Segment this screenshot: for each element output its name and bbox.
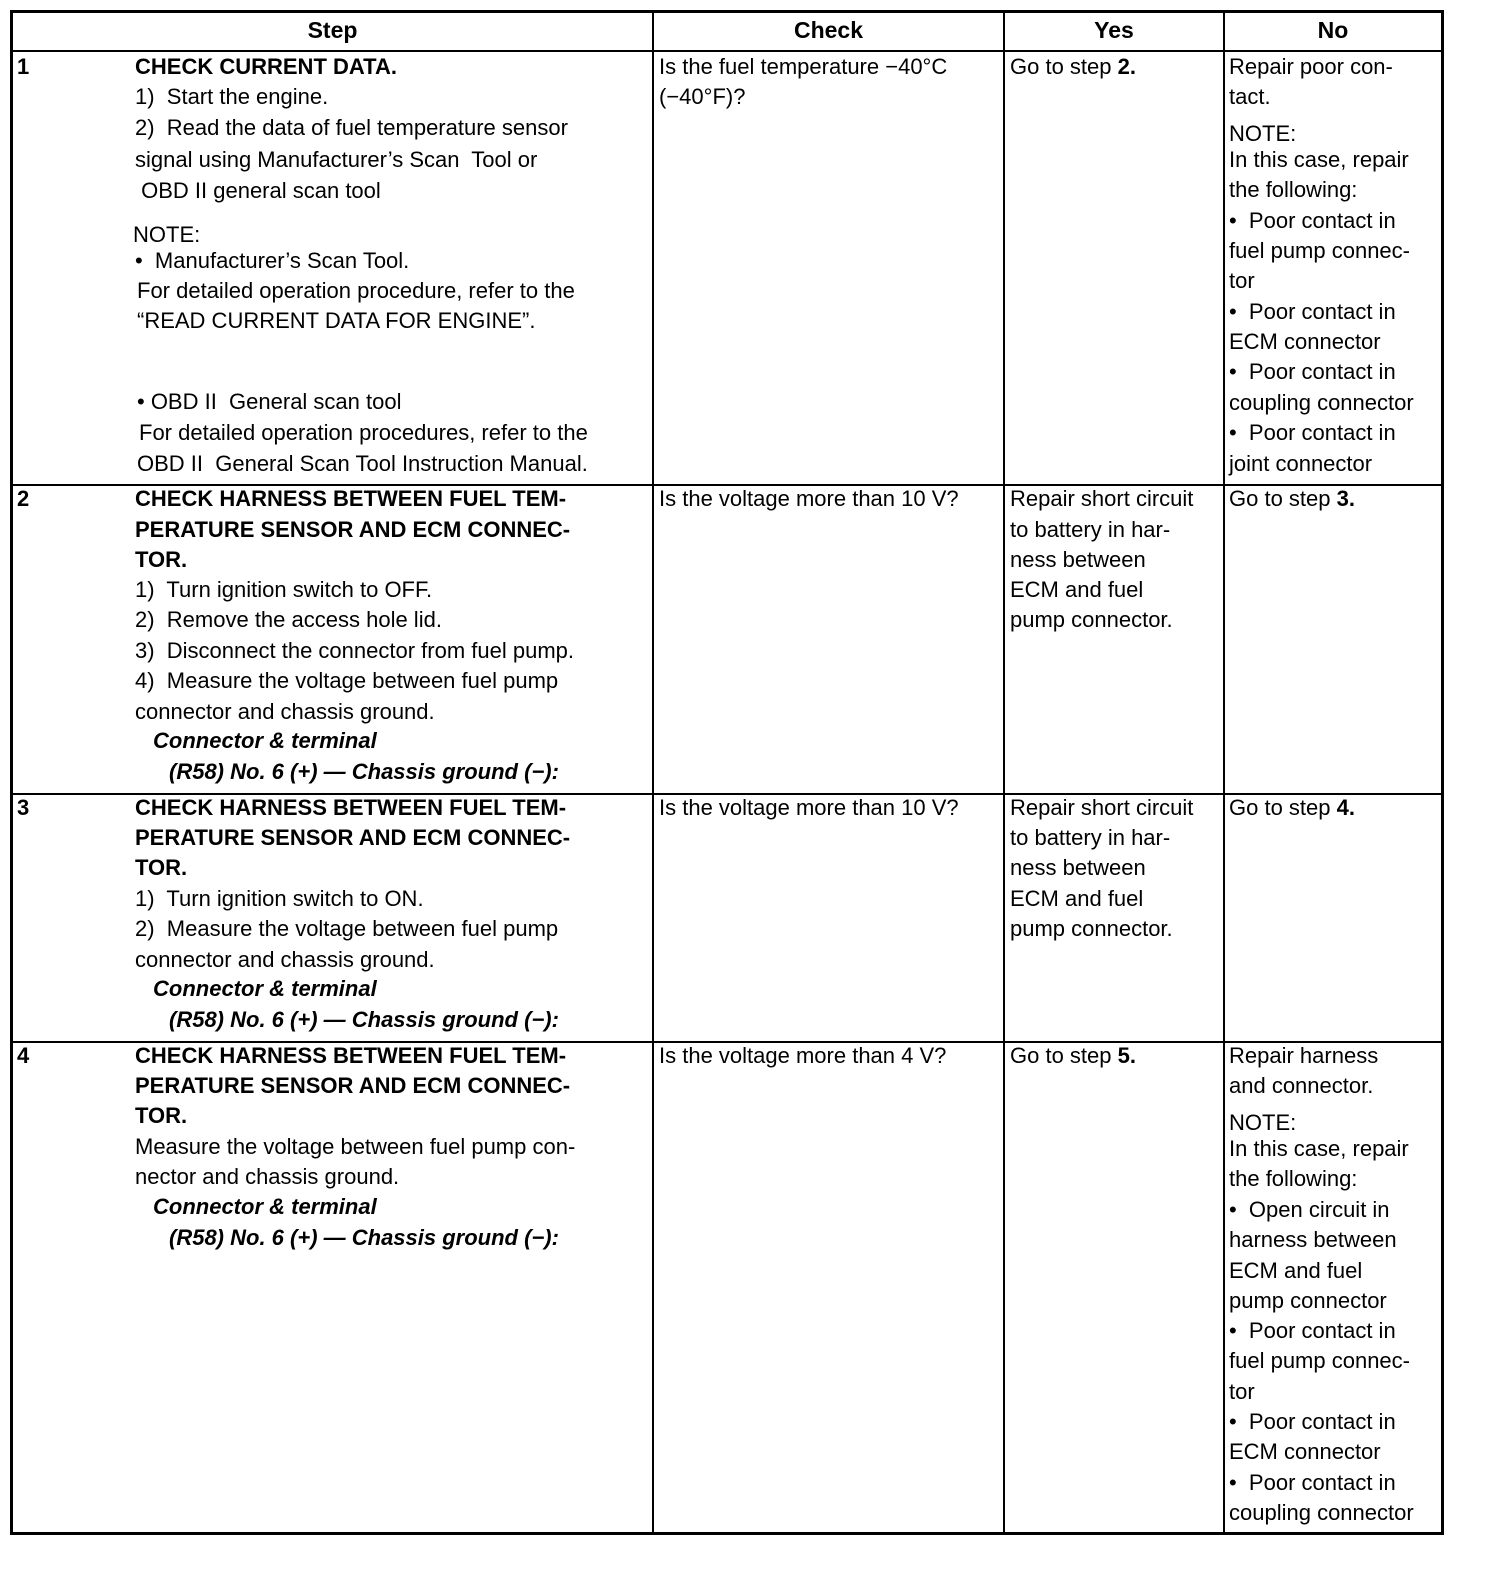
header-yes: Yes	[1094, 17, 1134, 43]
row-2-no-step-ref: 3.	[1336, 486, 1355, 511]
step-check-divider	[652, 10, 654, 1535]
row-1-yes-step-ref: 2.	[1117, 54, 1136, 79]
header-check: Check	[793, 17, 864, 43]
row-1-step-line: signal using Manufacturer’s Scan Tool or	[135, 147, 538, 172]
row-2-connector-label: Connector & terminal	[153, 728, 377, 753]
row-2-no-text: Go to step	[1229, 486, 1337, 511]
row-2-yes-line: Repair short circuit	[1010, 486, 1194, 511]
row-3-connector-terminal: (R58) No. 6 (+) — Chassis ground (−):	[169, 1007, 559, 1032]
row-2-step-line: 3) Disconnect the connector from fuel pump.	[135, 638, 574, 663]
row-1-no-line: the following:	[1229, 177, 1358, 202]
row-1-step-line: 2) Read the data of fuel temperature sensor	[135, 115, 568, 140]
row-3-step-title: TOR.	[135, 855, 188, 880]
header-no: No	[1317, 17, 1349, 43]
table-left-border	[10, 10, 13, 1535]
row-1-step-line: OBD II general scan tool	[135, 178, 381, 203]
row-4-no-line: • Poor contact in	[1229, 1470, 1396, 1495]
row-4-no-line: ECM and fuel	[1229, 1258, 1363, 1283]
row-1-step-line: 1) Start the engine.	[135, 84, 329, 109]
row-4-yes-step-ref: 5.	[1117, 1043, 1136, 1068]
row-4-no-line: pump connector	[1229, 1288, 1387, 1313]
row-4-step-title: PERATURE SENSOR AND ECM CONNEC-	[135, 1073, 571, 1098]
row-4-step-line: nector and chassis ground.	[135, 1164, 400, 1189]
row-1-no-line: tor	[1229, 268, 1255, 293]
row-2-step-title: PERATURE SENSOR AND ECM CONNEC-	[135, 517, 571, 542]
row-4-no-line: coupling connector	[1229, 1500, 1414, 1525]
row-4-no-line: • Poor contact in	[1229, 1409, 1396, 1434]
row-2-yes-line: to battery in har-	[1010, 517, 1171, 542]
row-1-step-line: For detailed operation procedures, refer to the	[139, 420, 588, 445]
row-1-step-line: • OBD II General scan tool	[137, 389, 402, 414]
row-1-check-line: Is the fuel temperature −40°C	[659, 54, 948, 79]
row-3-yes-line: Repair short circuit	[1010, 795, 1194, 820]
table-top-border	[10, 10, 1444, 13]
row-2-no-action	[1229, 484, 1355, 514]
row-4-no-line: • Poor contact in	[1229, 1318, 1396, 1343]
row-4-no-line: • Open circuit in	[1229, 1197, 1390, 1222]
row-1-no-line: fuel pump connec-	[1229, 238, 1410, 263]
row-3-yes-line: ECM and fuel	[1010, 886, 1144, 911]
row-1-no-line: • Poor contact in	[1229, 359, 1396, 384]
row-4-no-line: the following:	[1229, 1166, 1358, 1191]
row-1-no-line: ECM connector	[1229, 329, 1381, 354]
row-1-yes-text: Go to step	[1010, 54, 1118, 79]
row-4-step-number: 4	[17, 1043, 30, 1068]
row-1-no-line: In this case, repair	[1229, 147, 1409, 172]
row-4-yes-action	[1010, 1041, 1136, 1071]
row-1-no-note-label: NOTE:	[1229, 121, 1297, 146]
row-2-yes-line: ness between	[1010, 547, 1146, 572]
row-4-connector-label: Connector & terminal	[153, 1194, 377, 1219]
row-1-note-label: NOTE:	[133, 222, 201, 247]
row-2-step-number: 2	[17, 486, 30, 511]
row-4-connector-terminal: (R58) No. 6 (+) — Chassis ground (−):	[169, 1225, 559, 1250]
row-4-no-line: tor	[1229, 1379, 1255, 1404]
row-2-step-line: 4) Measure the voltage between fuel pump	[135, 668, 559, 693]
row-4-no-line: harness between	[1229, 1227, 1397, 1252]
row-2-step-line: connector and chassis ground.	[135, 699, 435, 724]
row-2-yes-line: ECM and fuel	[1010, 577, 1144, 602]
row-3-no-text: Go to step	[1229, 795, 1337, 820]
row-3-step-title: CHECK HARNESS BETWEEN FUEL TEM-	[135, 795, 567, 820]
row-1-step-line: “READ CURRENT DATA FOR ENGINE”.	[137, 308, 536, 333]
row-4-step-title: CHECK HARNESS BETWEEN FUEL TEM-	[135, 1043, 567, 1068]
row-1-step-title: CHECK CURRENT DATA.	[135, 54, 397, 79]
row-3-no-action	[1229, 793, 1355, 823]
row-4-no-note-label: NOTE:	[1229, 1110, 1297, 1135]
row-1-check-line: (−40°F)?	[659, 84, 746, 109]
row-1-step-line: OBD II General Scan Tool Instruction Manual.	[137, 451, 588, 476]
table-bottom-border	[10, 1532, 1444, 1535]
row-1-step-line: For detailed operation procedure, refer to the	[137, 278, 575, 303]
row-2-step-title: TOR.	[135, 547, 188, 572]
row-1-no-line: Repair poor con-	[1229, 54, 1393, 79]
row-3-yes-line: to battery in har-	[1010, 825, 1171, 850]
row-3-step-number: 3	[17, 795, 30, 820]
row-2-step-line: 2) Remove the access hole lid.	[135, 607, 442, 632]
check-yes-divider	[1003, 10, 1005, 1535]
row-4-step-line: Measure the voltage between fuel pump con-	[135, 1134, 576, 1159]
row-2-yes-line: pump connector.	[1010, 607, 1173, 632]
row-4-no-line: Repair harness	[1229, 1043, 1379, 1068]
row-3-step-line: 1) Turn ignition switch to ON.	[135, 886, 424, 911]
row-1-no-line: joint connector	[1229, 451, 1373, 476]
row-3-step-line: 2) Measure the voltage between fuel pump	[135, 916, 559, 941]
row-4-step-title: TOR.	[135, 1103, 188, 1128]
row-4-no-line: ECM connector	[1229, 1439, 1381, 1464]
row-1-no-line: • Poor contact in	[1229, 420, 1396, 445]
row-3-no-step-ref: 4.	[1336, 795, 1355, 820]
row-4-no-line: In this case, repair	[1229, 1136, 1409, 1161]
row-4-check-line: Is the voltage more than 4 V?	[659, 1043, 947, 1068]
row-3-step-line: connector and chassis ground.	[135, 947, 435, 972]
yes-no-divider	[1223, 10, 1225, 1535]
row-1-step-line: • Manufacturer’s Scan Tool.	[135, 248, 410, 273]
row-3-yes-line: ness between	[1010, 855, 1146, 880]
row-3-step-title: PERATURE SENSOR AND ECM CONNEC-	[135, 825, 571, 850]
row-4-no-line: and connector.	[1229, 1073, 1374, 1098]
row-3-connector-label: Connector & terminal	[153, 976, 377, 1001]
row-1-yes-action	[1010, 52, 1136, 82]
row-2-connector-terminal: (R58) No. 6 (+) — Chassis ground (−):	[169, 759, 559, 784]
row-2-step-line: 1) Turn ignition switch to OFF.	[135, 577, 433, 602]
row-2-step-title: CHECK HARNESS BETWEEN FUEL TEM-	[135, 486, 567, 511]
row-1-no-line: tact.	[1229, 84, 1271, 109]
row-3-check-line: Is the voltage more than 10 V?	[659, 795, 959, 820]
row-4-no-line: fuel pump connec-	[1229, 1348, 1410, 1373]
row-2-check-line: Is the voltage more than 10 V?	[659, 486, 959, 511]
header-step: Step	[307, 17, 358, 43]
row-1-no-line: • Poor contact in	[1229, 299, 1396, 324]
row-3-yes-line: pump connector.	[1010, 916, 1173, 941]
row-1-no-line: coupling connector	[1229, 390, 1414, 415]
row-4-yes-text: Go to step	[1010, 1043, 1118, 1068]
table-right-border	[1441, 10, 1444, 1535]
row-1-no-line: • Poor contact in	[1229, 208, 1396, 233]
row-1-step-number: 1	[17, 54, 30, 79]
